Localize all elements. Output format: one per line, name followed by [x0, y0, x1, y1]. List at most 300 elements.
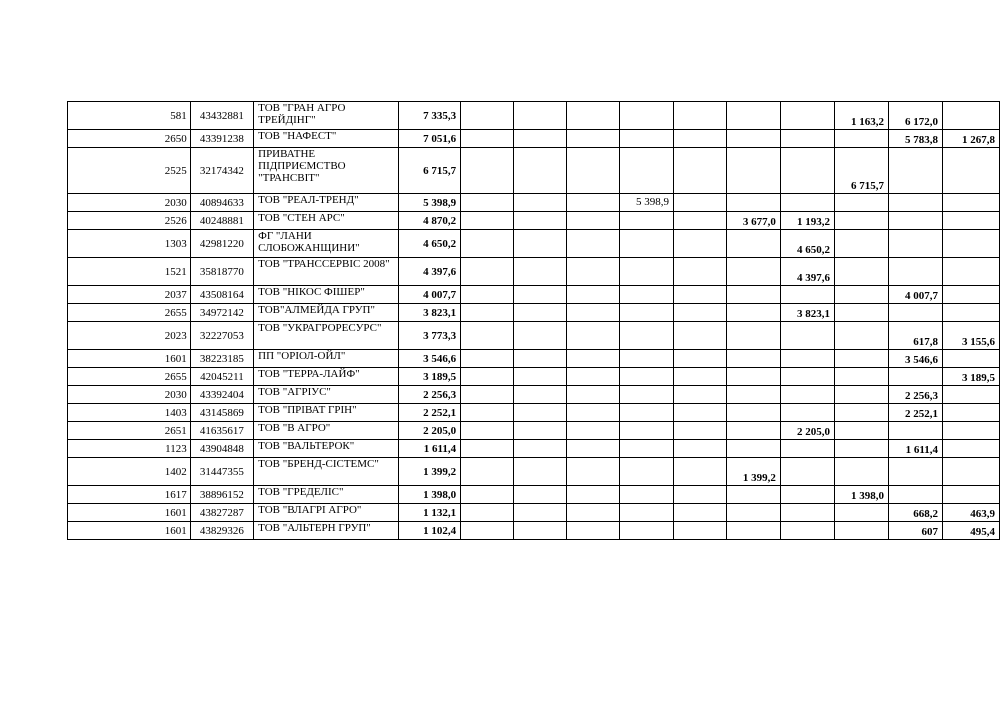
value-cell — [567, 422, 620, 440]
total-cell: 3 773,3 — [398, 322, 461, 350]
value-cell: 617,8 — [888, 322, 942, 350]
total-cell: 7 335,3 — [398, 102, 461, 130]
region-code-cell: 1303 — [68, 230, 191, 258]
value-cell — [834, 304, 888, 322]
total-cell: 6 715,7 — [398, 148, 461, 194]
value-cell — [673, 258, 726, 286]
company-name-cell: ТОВ "АГРІУС" — [254, 386, 398, 404]
table-row — [68, 504, 1000, 522]
table-row — [68, 102, 1000, 130]
value-cell — [461, 486, 514, 504]
total-cell: 4 650,2 — [398, 230, 461, 258]
value-cell — [834, 286, 888, 304]
value-cell — [567, 148, 620, 194]
value-cell — [780, 440, 834, 458]
value-cell — [514, 522, 567, 540]
value-cell — [780, 194, 834, 212]
value-cell — [834, 194, 888, 212]
value-cell — [619, 102, 673, 130]
value-cell — [567, 404, 620, 422]
value-cell: 3 155,6 — [942, 322, 999, 350]
value-cell — [514, 130, 567, 148]
region-code-cell: 2037 — [68, 286, 191, 304]
value-cell — [461, 130, 514, 148]
region-code-cell: 2650 — [68, 130, 191, 148]
table-row — [68, 368, 1000, 386]
total-cell: 3 189,5 — [398, 368, 461, 386]
company-name-cell: ТОВ "СТЕН АРС" — [254, 212, 398, 230]
value-cell — [619, 404, 673, 422]
value-cell — [673, 368, 726, 386]
value-cell — [619, 422, 673, 440]
value-cell — [726, 386, 780, 404]
total-cell: 1 102,4 — [398, 522, 461, 540]
value-cell — [888, 304, 942, 322]
value-cell — [942, 230, 999, 258]
value-cell — [834, 504, 888, 522]
value-cell — [726, 440, 780, 458]
value-cell — [514, 322, 567, 350]
company-name-cell: ТОВ "АЛЬТЕРН ГРУП" — [254, 522, 398, 540]
value-cell — [780, 322, 834, 350]
value-cell — [726, 322, 780, 350]
value-cell — [780, 522, 834, 540]
value-cell — [514, 386, 567, 404]
edrpou-cell: 40894633 — [190, 194, 253, 212]
value-cell — [673, 102, 726, 130]
value-cell — [619, 258, 673, 286]
total-cell: 3 546,6 — [398, 350, 461, 368]
value-cell: 668,2 — [888, 504, 942, 522]
value-cell — [673, 440, 726, 458]
table-row — [68, 350, 1000, 368]
value-cell — [888, 422, 942, 440]
value-cell — [461, 194, 514, 212]
value-cell — [619, 130, 673, 148]
table-row — [68, 486, 1000, 504]
value-cell — [673, 286, 726, 304]
value-cell — [942, 386, 999, 404]
edrpou-cell: 43904848 — [190, 440, 253, 458]
edrpou-cell: 38223185 — [190, 350, 253, 368]
value-cell — [619, 440, 673, 458]
value-cell — [673, 212, 726, 230]
value-cell — [514, 422, 567, 440]
value-cell: 2 205,0 — [780, 422, 834, 440]
value-cell — [461, 440, 514, 458]
table-row — [68, 212, 1000, 230]
company-name-cell: ТОВ "ГРАН АГРО ТРЕЙДІНГ" — [254, 102, 398, 130]
company-name-cell: ТОВ "БРЕНД-СІСТЕМС" — [254, 458, 398, 486]
value-cell — [726, 486, 780, 504]
value-cell — [726, 130, 780, 148]
value-cell — [619, 458, 673, 486]
value-cell — [619, 350, 673, 368]
value-cell — [461, 148, 514, 194]
value-cell — [834, 212, 888, 230]
region-code-cell: 2655 — [68, 368, 191, 386]
region-code-cell: 2655 — [68, 304, 191, 322]
value-cell — [673, 230, 726, 258]
value-cell — [942, 458, 999, 486]
total-cell: 2 252,1 — [398, 404, 461, 422]
value-cell — [514, 350, 567, 368]
value-cell — [567, 504, 620, 522]
edrpou-cell: 43392404 — [190, 386, 253, 404]
value-cell — [619, 368, 673, 386]
value-cell: 6 715,7 — [834, 148, 888, 194]
value-cell — [567, 458, 620, 486]
value-cell — [888, 258, 942, 286]
region-code-cell: 2651 — [68, 422, 191, 440]
table-row — [68, 386, 1000, 404]
value-cell — [888, 486, 942, 504]
value-cell — [461, 304, 514, 322]
value-cell — [567, 522, 620, 540]
value-cell — [567, 194, 620, 212]
value-cell — [673, 486, 726, 504]
value-cell — [619, 304, 673, 322]
value-cell: 4 397,6 — [780, 258, 834, 286]
value-cell — [461, 286, 514, 304]
value-cell: 1 611,4 — [888, 440, 942, 458]
company-name-cell: ТОВ "ВАЛЬТЕРОК" — [254, 440, 398, 458]
edrpou-cell: 43827287 — [190, 504, 253, 522]
value-cell — [888, 194, 942, 212]
edrpou-cell: 34972142 — [190, 304, 253, 322]
value-cell — [834, 350, 888, 368]
value-cell — [461, 350, 514, 368]
edrpou-cell: 32227053 — [190, 322, 253, 350]
value-cell — [942, 486, 999, 504]
value-cell — [619, 486, 673, 504]
total-cell: 4 870,2 — [398, 212, 461, 230]
value-cell — [514, 194, 567, 212]
value-cell: 1 398,0 — [834, 486, 888, 504]
value-cell: 3 546,6 — [888, 350, 942, 368]
region-code-cell: 1123 — [68, 440, 191, 458]
edrpou-cell: 43145869 — [190, 404, 253, 422]
value-cell — [834, 422, 888, 440]
edrpou-cell: 32174342 — [190, 148, 253, 194]
value-cell — [942, 350, 999, 368]
value-cell — [567, 440, 620, 458]
value-cell — [514, 504, 567, 522]
value-cell — [514, 440, 567, 458]
value-cell — [888, 212, 942, 230]
region-code-cell: 1617 — [68, 486, 191, 504]
value-cell — [567, 130, 620, 148]
value-cell — [780, 386, 834, 404]
total-cell: 2 205,0 — [398, 422, 461, 440]
value-cell — [780, 504, 834, 522]
total-cell: 1 132,1 — [398, 504, 461, 522]
value-cell: 3 189,5 — [942, 368, 999, 386]
value-cell — [888, 230, 942, 258]
value-cell — [514, 148, 567, 194]
region-code-cell: 1402 — [68, 458, 191, 486]
value-cell — [461, 258, 514, 286]
region-code-cell: 581 — [68, 102, 191, 130]
edrpou-cell: 38896152 — [190, 486, 253, 504]
edrpou-cell: 43508164 — [190, 286, 253, 304]
value-cell — [673, 350, 726, 368]
company-name-cell: ПП "ОРІОЛ-ОЙЛ" — [254, 350, 398, 368]
value-cell — [461, 368, 514, 386]
value-cell — [567, 286, 620, 304]
value-cell — [834, 522, 888, 540]
table-row — [68, 422, 1000, 440]
value-cell — [514, 212, 567, 230]
value-cell — [567, 368, 620, 386]
table-row — [68, 286, 1000, 304]
value-cell — [567, 258, 620, 286]
value-cell — [461, 422, 514, 440]
value-cell — [942, 194, 999, 212]
table-row — [68, 322, 1000, 350]
value-cell — [514, 368, 567, 386]
value-cell — [834, 130, 888, 148]
value-cell — [942, 148, 999, 194]
region-code-cell: 2526 — [68, 212, 191, 230]
value-cell — [567, 212, 620, 230]
value-cell: 3 677,0 — [726, 212, 780, 230]
value-cell — [780, 350, 834, 368]
value-cell: 495,4 — [942, 522, 999, 540]
value-cell: 4 007,7 — [888, 286, 942, 304]
value-cell — [942, 304, 999, 322]
company-name-cell: ПРИВАТНЕ ПІДПРИЄМСТВО "ТРАНСВІТ" — [254, 148, 398, 194]
total-cell: 1 399,2 — [398, 458, 461, 486]
value-cell — [942, 440, 999, 458]
value-cell — [834, 368, 888, 386]
value-cell — [673, 130, 726, 148]
company-name-cell: ТОВ "ТРАНССЕРВІС 2008" — [254, 258, 398, 286]
value-cell — [726, 230, 780, 258]
value-cell — [673, 504, 726, 522]
value-cell — [619, 504, 673, 522]
value-cell — [726, 522, 780, 540]
table-row — [68, 258, 1000, 286]
value-cell — [726, 304, 780, 322]
value-cell: 5 398,9 — [619, 194, 673, 212]
value-cell — [514, 486, 567, 504]
value-cell — [567, 230, 620, 258]
value-cell — [461, 386, 514, 404]
value-cell — [514, 102, 567, 130]
value-cell — [619, 322, 673, 350]
value-cell — [726, 286, 780, 304]
value-cell — [834, 230, 888, 258]
value-cell — [619, 148, 673, 194]
value-cell — [673, 304, 726, 322]
value-cell: 2 256,3 — [888, 386, 942, 404]
value-cell — [834, 386, 888, 404]
edrpou-cell: 42981220 — [190, 230, 253, 258]
value-cell: 2 252,1 — [888, 404, 942, 422]
value-cell — [834, 258, 888, 286]
company-name-cell: ТОВ "РЕАЛ-ТРЕНД" — [254, 194, 398, 212]
total-cell: 7 051,6 — [398, 130, 461, 148]
value-cell — [619, 286, 673, 304]
value-cell — [619, 522, 673, 540]
value-cell — [834, 322, 888, 350]
edrpou-cell: 35818770 — [190, 258, 253, 286]
region-code-cell: 1601 — [68, 504, 191, 522]
value-cell — [673, 404, 726, 422]
edrpou-cell: 43432881 — [190, 102, 253, 130]
value-cell — [567, 102, 620, 130]
value-cell — [673, 386, 726, 404]
value-cell — [514, 404, 567, 422]
value-cell — [619, 386, 673, 404]
value-cell — [461, 458, 514, 486]
region-code-cell: 2030 — [68, 194, 191, 212]
value-cell: 1 399,2 — [726, 458, 780, 486]
value-cell — [673, 522, 726, 540]
value-cell — [461, 404, 514, 422]
value-cell: 1 267,8 — [942, 130, 999, 148]
value-cell — [942, 404, 999, 422]
total-cell: 4 397,6 — [398, 258, 461, 286]
value-cell — [567, 350, 620, 368]
edrpou-cell: 40248881 — [190, 212, 253, 230]
value-cell — [726, 422, 780, 440]
value-cell — [726, 504, 780, 522]
value-cell — [726, 258, 780, 286]
value-cell — [567, 322, 620, 350]
value-cell — [888, 458, 942, 486]
value-cell — [567, 486, 620, 504]
company-name-cell: ФГ "ЛАНИ СЛОБОЖАНЩИНИ" — [254, 230, 398, 258]
table-row — [68, 404, 1000, 422]
value-cell — [673, 458, 726, 486]
value-cell — [780, 368, 834, 386]
company-name-cell: ТОВ "ТЕРРА-ЛАЙФ" — [254, 368, 398, 386]
table-row — [68, 440, 1000, 458]
value-cell — [780, 486, 834, 504]
edrpou-cell: 31447355 — [190, 458, 253, 486]
total-cell: 5 398,9 — [398, 194, 461, 212]
value-cell: 6 172,0 — [888, 102, 942, 130]
value-cell — [567, 386, 620, 404]
value-cell — [726, 404, 780, 422]
value-cell — [673, 194, 726, 212]
value-cell — [834, 440, 888, 458]
table-row — [68, 304, 1000, 322]
value-cell — [834, 458, 888, 486]
total-cell: 2 256,3 — [398, 386, 461, 404]
value-cell — [461, 522, 514, 540]
edrpou-cell: 43829326 — [190, 522, 253, 540]
region-code-cell: 2023 — [68, 322, 191, 350]
value-cell — [780, 102, 834, 130]
value-cell — [834, 404, 888, 422]
value-cell — [461, 212, 514, 230]
value-cell: 1 163,2 — [834, 102, 888, 130]
value-cell — [726, 148, 780, 194]
region-code-cell: 2525 — [68, 148, 191, 194]
value-cell — [780, 286, 834, 304]
value-cell — [780, 130, 834, 148]
region-code-cell: 1521 — [68, 258, 191, 286]
region-code-cell: 1601 — [68, 350, 191, 368]
company-name-cell: ТОВ "ВЛАГРІ АГРО" — [254, 504, 398, 522]
value-cell — [619, 230, 673, 258]
company-name-cell: ТОВ "НІКОС ФІШЕР" — [254, 286, 398, 304]
total-cell: 1 611,4 — [398, 440, 461, 458]
value-cell — [514, 286, 567, 304]
value-cell — [942, 212, 999, 230]
value-cell — [461, 230, 514, 258]
value-cell: 3 823,1 — [780, 304, 834, 322]
value-cell — [726, 350, 780, 368]
value-cell: 4 650,2 — [780, 230, 834, 258]
value-cell — [673, 322, 726, 350]
company-name-cell: ТОВ "НАФЕСТ" — [254, 130, 398, 148]
table-row — [68, 458, 1000, 486]
value-cell: 463,9 — [942, 504, 999, 522]
table-row — [68, 130, 1000, 148]
edrpou-cell: 42045211 — [190, 368, 253, 386]
value-cell — [888, 148, 942, 194]
company-name-cell: ТОВ "В АГРО" — [254, 422, 398, 440]
company-name-cell: ТОВ "УКРАГРОРЕСУРС" — [254, 322, 398, 350]
value-cell — [780, 458, 834, 486]
table-row — [68, 194, 1000, 212]
value-cell — [726, 368, 780, 386]
value-cell: 1 193,2 — [780, 212, 834, 230]
table-row — [68, 148, 1000, 194]
region-code-cell: 1601 — [68, 522, 191, 540]
value-cell: 607 — [888, 522, 942, 540]
value-cell — [942, 258, 999, 286]
value-cell — [888, 368, 942, 386]
value-cell — [780, 404, 834, 422]
edrpou-cell: 41635617 — [190, 422, 253, 440]
region-code-cell: 2030 — [68, 386, 191, 404]
table-row — [68, 522, 1000, 540]
edrpou-cell: 43391238 — [190, 130, 253, 148]
value-cell — [726, 194, 780, 212]
table-body — [68, 102, 1000, 540]
total-cell: 3 823,1 — [398, 304, 461, 322]
value-cell — [726, 102, 780, 130]
value-cell — [461, 322, 514, 350]
value-cell — [461, 102, 514, 130]
value-cell — [673, 148, 726, 194]
value-cell: 5 783,8 — [888, 130, 942, 148]
data-table — [67, 101, 1000, 540]
total-cell: 1 398,0 — [398, 486, 461, 504]
company-name-cell: ТОВ"АЛМЕЙДА ГРУП" — [254, 304, 398, 322]
value-cell — [461, 504, 514, 522]
value-cell — [942, 102, 999, 130]
value-cell — [514, 458, 567, 486]
value-cell — [673, 422, 726, 440]
total-cell: 4 007,7 — [398, 286, 461, 304]
company-name-cell: ТОВ "ПРІВАТ ГРІН" — [254, 404, 398, 422]
value-cell — [567, 304, 620, 322]
value-cell — [514, 304, 567, 322]
value-cell — [514, 258, 567, 286]
value-cell — [514, 230, 567, 258]
region-code-cell: 1403 — [68, 404, 191, 422]
company-name-cell: ТОВ "ГРЕДЕЛІС" — [254, 486, 398, 504]
table-row — [68, 230, 1000, 258]
value-cell — [780, 148, 834, 194]
value-cell — [942, 422, 999, 440]
